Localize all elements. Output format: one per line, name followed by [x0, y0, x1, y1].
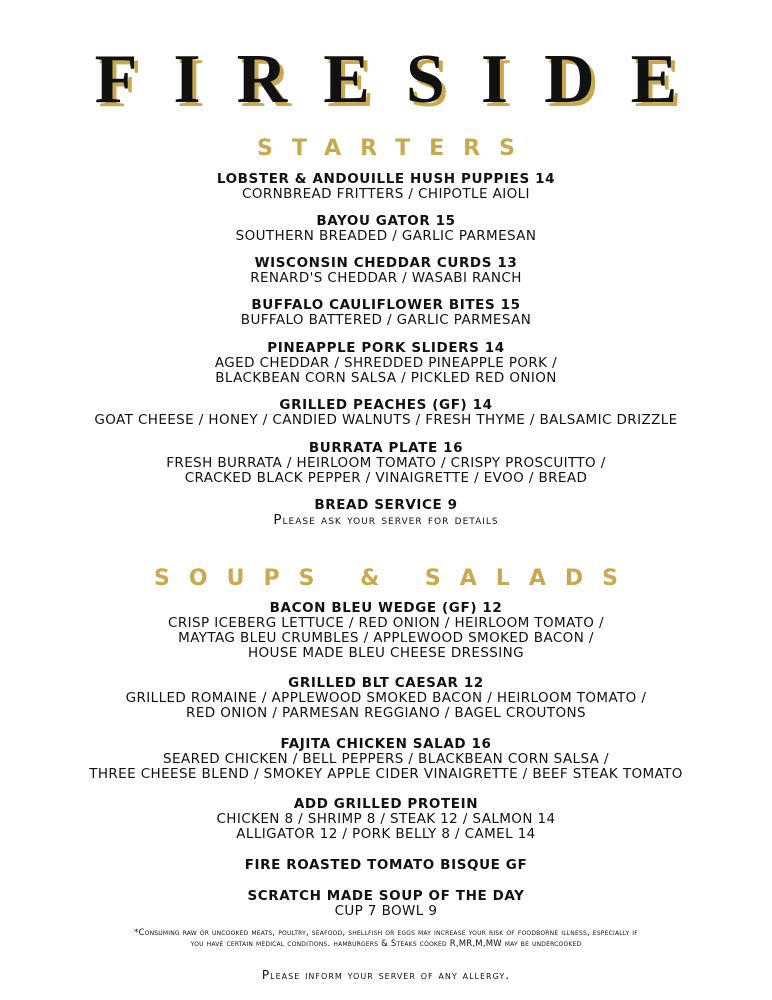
item-description: RENARD'S CHEDDAR / WASABI RANCH	[250, 270, 522, 286]
item-description: AGED CHEDDAR / SHREDDED PINEAPPLE PORK /	[214, 355, 558, 371]
menu-item	[0, 676, 772, 721]
item-name: SCRATCH MADE SOUP OF THE DAY	[247, 888, 525, 904]
item-name: FAJITA CHICKEN SALAD 16	[280, 736, 492, 752]
menu-item	[0, 172, 772, 202]
menu-item	[0, 214, 772, 244]
item-name: BREAD SERVICE 9	[314, 497, 458, 513]
item-description: SOUTHERN BREADED / GARLIC PARMESAN	[235, 228, 537, 244]
allergy-notice: Please inform your server of any allergy.	[261, 968, 511, 982]
item-name: BAYOU GATOR 15	[316, 213, 456, 229]
item-description: GRILLED ROMAINE / APPLEWOOD SMOKED BACON / HEIRLOOM TOMATO /	[125, 690, 647, 706]
item-name: BUFFALO CAULIFLOWER BITES 15	[251, 297, 521, 313]
item-description: THREE CHEESE BLEND / SMOKEY APPLE CIDER VINAIGRETTE / BEEF STEAK TOMATO	[89, 766, 683, 782]
menu-item	[0, 797, 772, 842]
menu-item	[0, 889, 772, 919]
menu-item	[0, 256, 772, 286]
section-title-soups-salads: SOUPS & SALADS	[154, 566, 637, 591]
menu-item	[0, 341, 772, 386]
food-safety-disclaimer: *Consuming raw or uncooked meats, poultry, seafood, shellfish or eggs may increase your risk of foodborne illness, especially if you have certain medical conditions. hamburgers & Steaks cooked R,MR,M,MW may be undercooked	[134, 928, 638, 949]
menu-item	[0, 737, 772, 782]
menu-item	[0, 498, 772, 528]
item-description: CRISP ICEBERG LETTUCE / RED ONION / HEIRLOOM TOMATO /	[168, 615, 604, 631]
item-name: GRILLED BLT CAESAR 12	[288, 675, 484, 691]
item-description: RED ONION / PARMESAN REGGIANO / BAGEL CROUTONS	[186, 705, 586, 721]
menu-item	[0, 601, 772, 661]
item-description: CORNBREAD FRITTERS / CHIPOTLE AIOLI	[242, 186, 530, 202]
item-description: BLACKBEAN CORN SALSA / PICKLED RED ONION	[215, 370, 557, 386]
item-description: HOUSE MADE BLEU CHEESE DRESSING	[247, 645, 525, 661]
item-description: FRESH BURRATA / HEIRLOOM TOMATO / CRISPY PROSCUITTO /	[166, 455, 606, 471]
item-name: LOBSTER & ANDOUILLE HUSH PUPPIES 14	[216, 171, 556, 187]
item-description: CRACKED BLACK PEPPER / VINAIGRETTE / EVOO / BREAD	[184, 470, 588, 486]
item-name: BACON BLEU WEDGE (GF) 12	[269, 600, 503, 616]
item-name: ADD GRILLED PROTEIN	[293, 796, 479, 812]
restaurant-logo: FIRESIDE	[94, 41, 714, 118]
menu-item	[0, 298, 772, 328]
item-name: WISCONSIN CHEDDAR CURDS 13	[254, 255, 518, 271]
item-description: CUP 7 BOWL 9	[334, 903, 438, 919]
item-description: BUFFALO BATTERED / GARLIC PARMESAN	[240, 312, 532, 328]
item-description: SEARED CHICKEN / BELL PEPPERS / BLACKBEAN CORN SALSA /	[163, 751, 609, 767]
item-name: GRILLED PEACHES (GF) 14	[279, 397, 493, 413]
menu-item	[0, 398, 772, 428]
item-description: ALLIGATOR 12 / PORK BELLY 8 / CAMEL 14	[236, 826, 536, 842]
menu-item	[0, 858, 772, 873]
section-title-starters: STARTERS	[257, 136, 534, 161]
item-description: CHICKEN 8 / SHRIMP 8 / STEAK 12 / SALMON 14	[216, 811, 556, 827]
item-description: Please ask your server for details	[273, 512, 499, 528]
item-name: BURRATA PLATE 16	[308, 440, 464, 456]
item-name: PINEAPPLE PORK SLIDERS 14	[267, 340, 505, 356]
menu-item	[0, 441, 772, 486]
item-description: GOAT CHEESE / HONEY / CANDIED WALNUTS / FRESH THYME / BALSAMIC DRIZZLE	[94, 412, 678, 428]
item-description: MAYTAG BLEU CRUMBLES / APPLEWOOD SMOKED BACON /	[178, 630, 594, 646]
item-name: FIRE ROASTED TOMATO BISQUE GF	[244, 857, 528, 873]
